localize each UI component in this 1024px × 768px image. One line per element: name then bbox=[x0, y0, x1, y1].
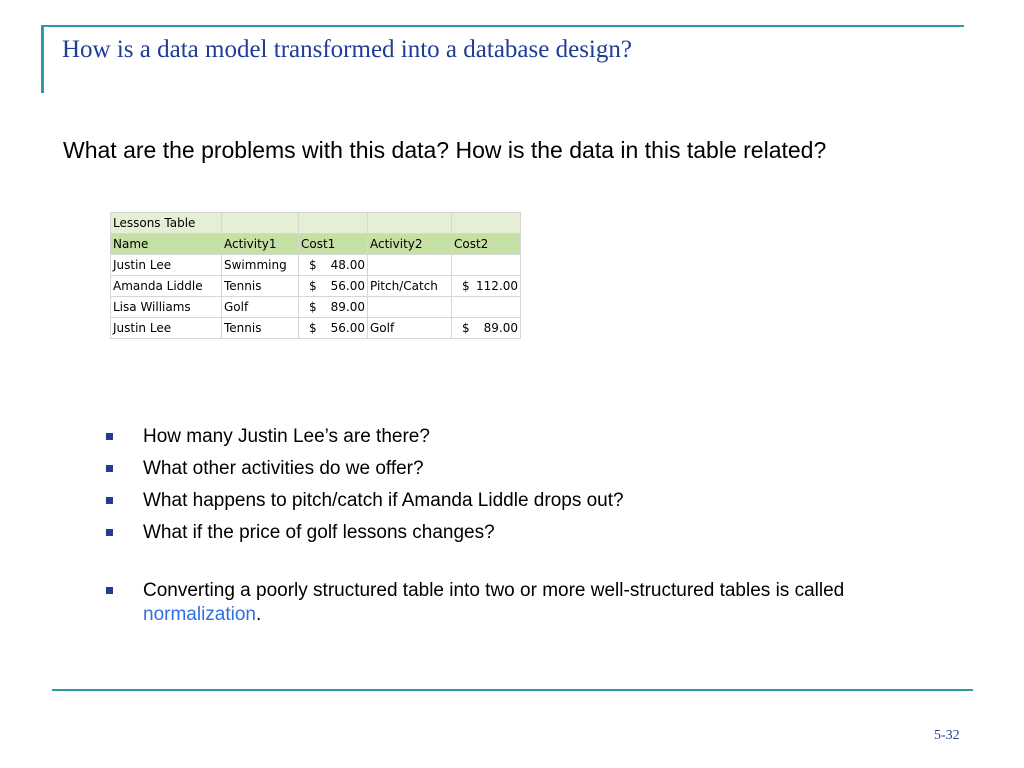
question-text: What are the problems with this data? How is the data in this table related? bbox=[63, 137, 827, 163]
table-header-row bbox=[111, 234, 521, 255]
bullet-list bbox=[104, 425, 944, 635]
table-caption: Lessons Table bbox=[111, 213, 222, 234]
cell-activity1: Tennis bbox=[222, 276, 299, 297]
slide-title: How is a data model transformed into a database design? bbox=[62, 36, 632, 63]
cell-activity1: Tennis bbox=[222, 318, 299, 339]
square-bullet-icon bbox=[106, 497, 113, 504]
column-header: Name bbox=[111, 234, 222, 255]
bullet-item bbox=[104, 425, 944, 449]
cell-name: Justin Lee bbox=[111, 318, 222, 339]
cell-activity2: Pitch/Catch bbox=[368, 276, 452, 297]
cell-name: Amanda Liddle bbox=[111, 276, 222, 297]
title-left-rule bbox=[41, 25, 44, 93]
cell-cost2 bbox=[452, 255, 521, 276]
bullet-text: What happens to pitch/catch if Amanda Liddle drops out? bbox=[143, 490, 624, 511]
cell-activity2 bbox=[368, 297, 452, 318]
normalization-term: normalization bbox=[143, 604, 256, 625]
cell-cost2 bbox=[452, 297, 521, 318]
bullet-item bbox=[104, 521, 944, 545]
conclusion-suffix: . bbox=[256, 604, 262, 625]
cell-activity1: Golf bbox=[222, 297, 299, 318]
table-row bbox=[111, 276, 521, 297]
column-header: Activity2 bbox=[368, 234, 452, 255]
square-bullet-icon bbox=[106, 433, 113, 440]
cell-cost2: $ 112.00 bbox=[452, 276, 521, 297]
cell-cost1: $ 56.00 bbox=[299, 276, 368, 297]
cell-cost1: $ 89.00 bbox=[299, 297, 368, 318]
table-row bbox=[111, 318, 521, 339]
bullet-item bbox=[104, 457, 944, 481]
footer-rule bbox=[52, 689, 973, 691]
bullet-text: What other activities do we offer? bbox=[143, 458, 424, 479]
cell-activity1: Swimming bbox=[222, 255, 299, 276]
column-header: Cost1 bbox=[299, 234, 368, 255]
cell-activity2 bbox=[368, 255, 452, 276]
square-bullet-icon bbox=[106, 587, 113, 594]
column-header: Activity1 bbox=[222, 234, 299, 255]
title-top-rule bbox=[41, 25, 964, 27]
bullet-item bbox=[104, 489, 944, 513]
column-header: Cost2 bbox=[452, 234, 521, 255]
page-number: 5-32 bbox=[934, 728, 960, 743]
square-bullet-icon bbox=[106, 465, 113, 472]
cell-cost1: $ 56.00 bbox=[299, 318, 368, 339]
conclusion-item bbox=[104, 579, 944, 627]
cell-name: Justin Lee bbox=[111, 255, 222, 276]
cell-cost1: $ 48.00 bbox=[299, 255, 368, 276]
cell-cost2: $ 89.00 bbox=[452, 318, 521, 339]
bullet-text: What if the price of golf lessons changes? bbox=[143, 522, 495, 543]
conclusion-prefix: Converting a poorly structured table into two or more well-structured tables is called bbox=[143, 580, 845, 601]
bullet-text: How many Justin Lee’s are there? bbox=[143, 426, 430, 447]
table-caption-row bbox=[111, 213, 521, 234]
square-bullet-icon bbox=[106, 529, 113, 536]
table-row bbox=[111, 297, 521, 318]
cell-activity2: Golf bbox=[368, 318, 452, 339]
table-row bbox=[111, 255, 521, 276]
cell-name: Lisa Williams bbox=[111, 297, 222, 318]
lessons-table bbox=[110, 212, 521, 339]
